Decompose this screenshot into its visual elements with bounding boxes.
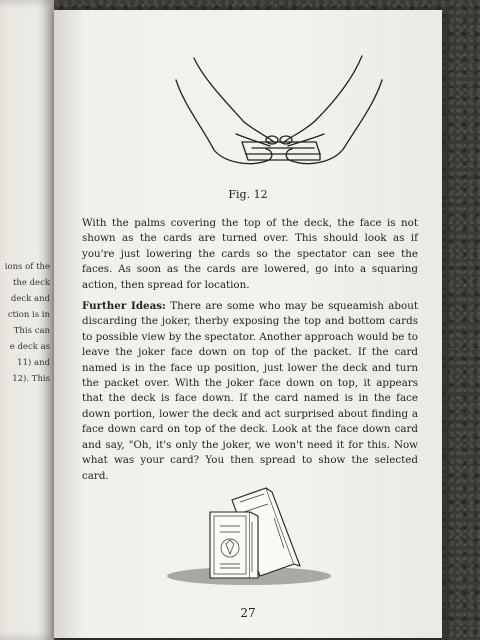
left-page-fragment: 11) and <box>17 358 50 368</box>
left-page-fragment: the deck <box>12 278 50 288</box>
book-page <box>54 10 442 638</box>
page-number: 27 <box>240 606 256 620</box>
card-boxes-illustration <box>154 478 344 588</box>
left-page-fragment: ction is in <box>7 310 50 320</box>
hands-holding-deck-illustration <box>174 50 384 180</box>
left-page-fragment: deck and <box>10 294 50 304</box>
body-text <box>82 216 418 490</box>
figure-caption: Fig. 12 <box>228 188 268 201</box>
left-page-fragment: This can <box>13 326 50 336</box>
paragraph-lead: Further Ideas: <box>82 300 166 313</box>
previous-page <box>0 0 54 640</box>
paragraph <box>82 299 418 484</box>
left-page-fragment: ions of the <box>4 262 50 272</box>
paragraph-text: There are some who may be squeamish about discarding the joker, therby exposing the top and bottom cards to possible view by the spectator. Another approach would be to leave the joker face down on top of the packet. If the card named is in the face up position, just lower the deck and turn the packet over. With the joker face down on top, it appears that the deck is face down. If the card named is in the face down portion, lower the deck and act surprised about finding a face down card on top of the deck. Look at the face down card and say, "Oh, it's only the joker, we won't need it for this. Now what was your card? You then spread to show the selected card. <box>82 300 418 482</box>
paragraph: With the palms covering the top of the deck, the face is not shown as the cards are turned over. This should look as if you're just lowering the cards so the spectator can see the faces. As soon as the cards are lowered, go into a squaring action, then spread for location. <box>82 217 418 291</box>
left-page-fragment: e deck as <box>9 342 50 352</box>
left-page-fragment: 12). This <box>12 374 50 384</box>
